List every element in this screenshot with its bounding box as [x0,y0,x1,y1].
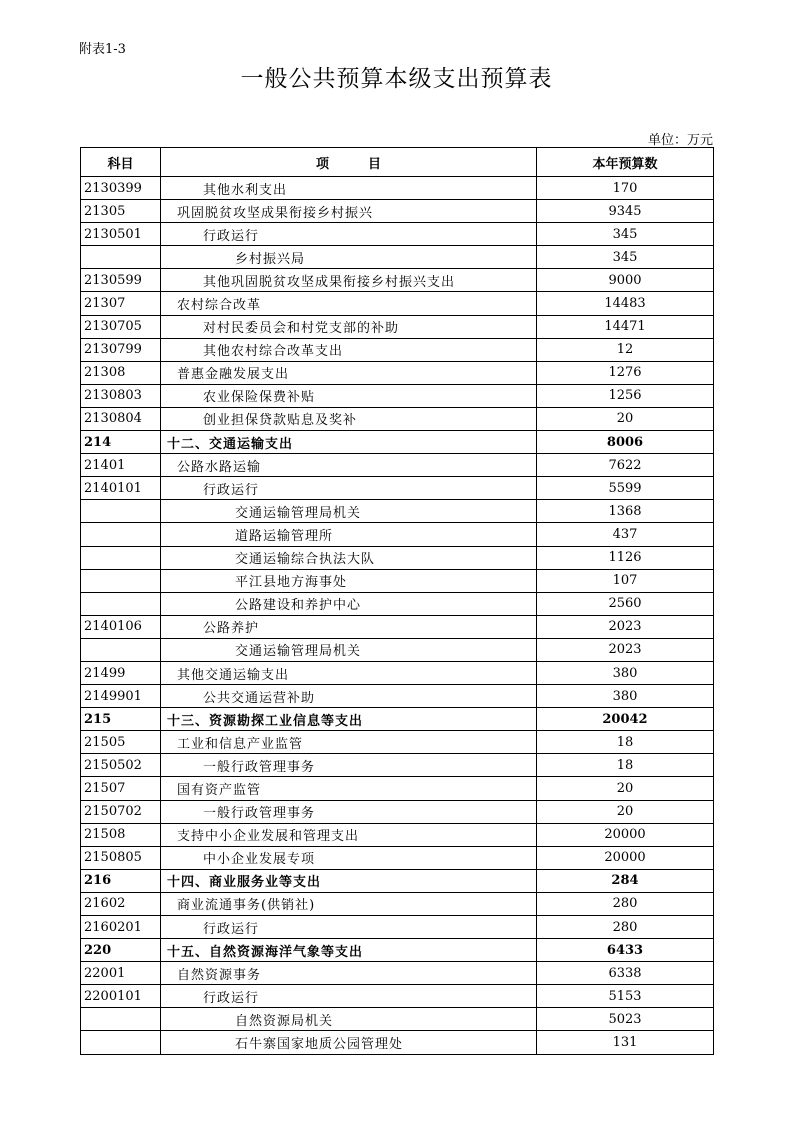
code-cell: 215 [81,708,161,731]
item-name-cell: 行政运行 [161,223,537,246]
code-cell: 2130501 [81,223,161,246]
code-cell: 2130399 [81,177,161,200]
table-row [81,962,714,985]
item-name-cell: 国有资产监管 [161,777,537,800]
item-name-cell: 普惠金融发展支出 [161,361,537,384]
amount-cell: 6433 [537,939,714,962]
budget-table [80,147,714,1055]
code-cell: 2130599 [81,269,161,292]
amount-cell: 20000 [537,823,714,846]
table-row [81,177,714,200]
table-row [81,592,714,615]
table-row [81,869,714,892]
code-cell: 21508 [81,823,161,846]
item-name-cell: 创业担保贷款贴息及奖补 [161,407,537,430]
table-row [81,685,714,708]
table-row [81,338,714,361]
code-cell: 2130799 [81,338,161,361]
code-cell [81,569,161,592]
table-row [81,223,714,246]
code-cell: 2150702 [81,800,161,823]
item-name-cell: 公共交通运营补助 [161,685,537,708]
code-cell [81,546,161,569]
item-name-cell: 十五、自然资源海洋气象等支出 [161,939,537,962]
code-cell [81,638,161,661]
item-name-cell: 中小企业发展专项 [161,846,537,869]
code-cell [81,1008,161,1031]
header-code: 科目 [81,148,161,177]
code-cell: 21602 [81,892,161,915]
amount-cell: 1256 [537,384,714,407]
code-cell: 220 [81,939,161,962]
table-row [81,546,714,569]
code-cell: 214 [81,431,161,454]
header-item: 项 目 [161,148,537,177]
item-name-cell: 交通运输综合执法大队 [161,546,537,569]
item-name-cell: 商业流通事务(供销社) [161,892,537,915]
amount-cell: 14471 [537,315,714,338]
amount-cell: 1368 [537,500,714,523]
table-row [81,431,714,454]
table-row [81,892,714,915]
table-body [81,177,714,1055]
code-cell: 2149901 [81,685,161,708]
amount-cell: 18 [537,731,714,754]
code-cell [81,592,161,615]
item-name-cell: 十三、资源勘探工业信息等支出 [161,708,537,731]
item-name-cell: 公路养护 [161,615,537,638]
table-row [81,569,714,592]
item-name-cell: 道路运输管理所 [161,523,537,546]
code-cell: 2130705 [81,315,161,338]
table-row [81,823,714,846]
table-row [81,708,714,731]
code-cell: 2130804 [81,407,161,430]
amount-cell: 5023 [537,1008,714,1031]
amount-cell: 9000 [537,269,714,292]
unit-label: 单位：万元 [647,133,713,148]
item-name-cell: 农村综合改革 [161,292,537,315]
item-name-cell: 其他水利支出 [161,177,537,200]
amount-cell: 280 [537,892,714,915]
code-cell: 216 [81,869,161,892]
table-row [81,477,714,500]
amount-cell: 2560 [537,592,714,615]
item-name-cell: 石牛寨国家地质公园管理处 [161,1031,537,1054]
item-name-cell: 其他交通运输支出 [161,661,537,684]
amount-cell: 20042 [537,708,714,731]
amount-cell: 8006 [537,431,714,454]
amount-cell: 2023 [537,638,714,661]
header-row [81,148,714,177]
item-name-cell: 其他农村综合改革支出 [161,338,537,361]
code-cell: 21305 [81,200,161,223]
table-row [81,800,714,823]
table-row [81,384,714,407]
code-cell: 2140106 [81,615,161,638]
table-row [81,985,714,1008]
amount-cell: 1276 [537,361,714,384]
amount-cell: 20 [537,777,714,800]
table-row [81,200,714,223]
code-cell: 2160201 [81,916,161,939]
code-cell: 21507 [81,777,161,800]
table-row [81,523,714,546]
code-cell: 2130803 [81,384,161,407]
amount-cell: 437 [537,523,714,546]
item-name-cell: 工业和信息产业监管 [161,731,537,754]
table-row [81,500,714,523]
item-name-cell: 行政运行 [161,916,537,939]
code-cell [81,523,161,546]
item-name-cell: 对村民委员会和村党支部的补助 [161,315,537,338]
amount-cell: 1126 [537,546,714,569]
table-row [81,1031,714,1054]
code-cell [81,500,161,523]
table-row [81,777,714,800]
amount-cell: 380 [537,661,714,684]
amount-cell: 131 [537,1031,714,1054]
amount-cell: 7622 [537,454,714,477]
table-row [81,731,714,754]
amount-cell: 20 [537,800,714,823]
amount-cell: 380 [537,685,714,708]
table-row [81,939,714,962]
code-cell: 2140101 [81,477,161,500]
item-name-cell: 农业保险保费补贴 [161,384,537,407]
table-row [81,916,714,939]
table-row [81,246,714,269]
code-cell: 21401 [81,454,161,477]
item-name-cell: 乡村振兴局 [161,246,537,269]
amount-cell: 2023 [537,615,714,638]
amount-cell: 345 [537,246,714,269]
code-cell: 21499 [81,661,161,684]
amount-cell: 345 [537,223,714,246]
table-row [81,615,714,638]
item-name-cell: 自然资源局机关 [161,1008,537,1031]
code-cell: 22001 [81,962,161,985]
amount-cell: 20 [537,407,714,430]
table-row [81,454,714,477]
amount-cell: 5153 [537,985,714,1008]
item-name-cell: 一般行政管理事务 [161,754,537,777]
table-row [81,661,714,684]
amount-cell: 107 [537,569,714,592]
table-row [81,846,714,869]
code-cell: 21307 [81,292,161,315]
item-name-cell: 交通运输管理局机关 [161,500,537,523]
item-name-cell: 十四、商业服务业等支出 [161,869,537,892]
item-name-cell: 其他巩固脱贫攻坚成果衔接乡村振兴支出 [161,269,537,292]
header-amount: 本年预算数 [537,148,714,177]
attachment-label: 附表1-3 [79,42,126,57]
item-name-cell: 自然资源事务 [161,962,537,985]
item-name-cell: 平江县地方海事处 [161,569,537,592]
code-cell: 21308 [81,361,161,384]
amount-cell: 9345 [537,200,714,223]
amount-cell: 14483 [537,292,714,315]
amount-cell: 12 [537,338,714,361]
code-cell: 21505 [81,731,161,754]
table-row [81,315,714,338]
table-row [81,269,714,292]
code-cell [81,1031,161,1054]
table-row [81,292,714,315]
amount-cell: 5599 [537,477,714,500]
amount-cell: 170 [537,177,714,200]
code-cell: 2150805 [81,846,161,869]
item-name-cell: 支持中小企业发展和管理支出 [161,823,537,846]
page-title: 一般公共预算本级支出预算表 [240,66,553,92]
table-row [81,754,714,777]
item-name-cell: 交通运输管理局机关 [161,638,537,661]
item-name-cell: 公路水路运输 [161,454,537,477]
table-row [81,361,714,384]
table-header [81,148,714,177]
item-name-cell: 行政运行 [161,477,537,500]
code-cell: 2150502 [81,754,161,777]
amount-cell: 20000 [537,846,714,869]
table-row [81,638,714,661]
amount-cell: 18 [537,754,714,777]
code-cell [81,246,161,269]
amount-cell: 280 [537,916,714,939]
item-name-cell: 巩固脱贫攻坚成果衔接乡村振兴 [161,200,537,223]
item-name-cell: 行政运行 [161,985,537,1008]
item-name-cell: 十二、交通运输支出 [161,431,537,454]
item-name-cell: 公路建设和养护中心 [161,592,537,615]
code-cell: 2200101 [81,985,161,1008]
table-row [81,407,714,430]
item-name-cell: 一般行政管理事务 [161,800,537,823]
amount-cell: 6338 [537,962,714,985]
table-row [81,1008,714,1031]
amount-cell: 284 [537,869,714,892]
